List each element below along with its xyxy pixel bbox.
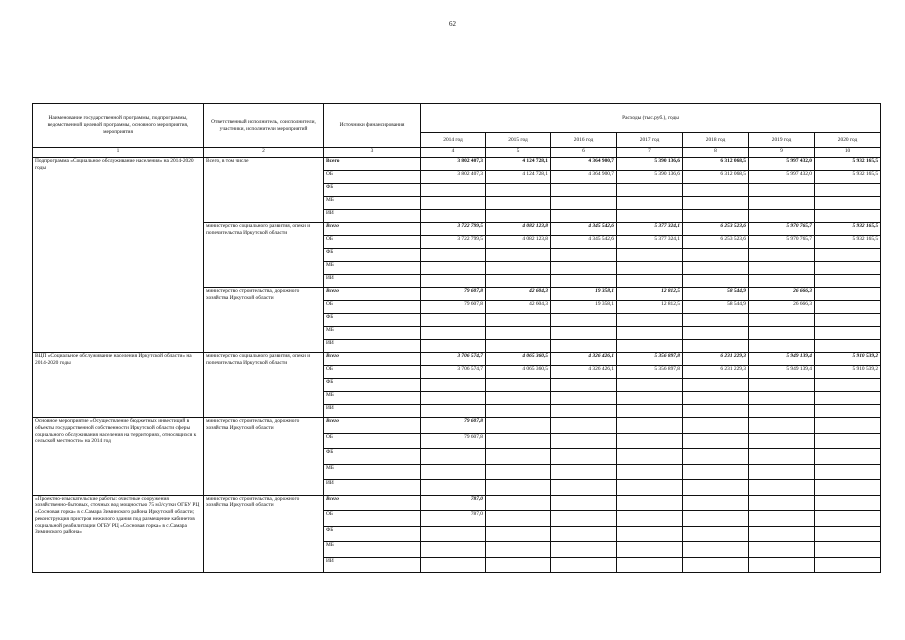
expense-value: 6 312 068,5 [683,171,749,184]
expense-value [683,495,749,511]
expense-value [815,511,881,527]
expense-value: 5 390 136,6 [617,171,683,184]
expense-value [617,340,683,353]
expense-value [815,184,881,197]
expense-value: 3 802 407,3 [421,158,486,171]
expense-value [617,542,683,558]
expense-value: 5 932 165,5 [815,171,881,184]
funding-source: МБ [324,542,421,558]
expense-value: 4 082 123,8 [486,236,551,249]
expense-value: 6 312 068,5 [683,158,749,171]
expense-value [815,433,881,449]
expense-value [815,392,881,405]
expense-value [683,327,749,340]
expense-value: 3 706 574,7 [421,353,486,366]
funding-source: МБ [324,262,421,275]
expense-value [617,511,683,527]
expense-value [551,557,617,573]
expense-value [815,340,881,353]
expense-value [421,340,486,353]
expense-value [551,405,617,418]
expense-value: 26 666,3 [749,288,815,301]
expense-value [815,288,881,301]
expense-value [617,418,683,434]
expense-value [486,275,551,288]
expense-value [683,340,749,353]
expense-value [683,557,749,573]
expense-value: 4 364 900,7 [551,158,617,171]
expense-value: 5 932 165,5 [815,223,881,236]
expense-value: 5 356 897,8 [617,353,683,366]
header-year: 2015 год [486,133,551,148]
expense-value [551,392,617,405]
funding-source: ФБ [324,249,421,262]
expense-value [486,249,551,262]
expense-value [421,542,486,558]
table-row [33,158,881,171]
expense-value: 5 377 324,1 [617,223,683,236]
expense-value: 79 607,8 [421,433,486,449]
expense-value [486,197,551,210]
expense-value [617,210,683,223]
expense-value [749,275,815,288]
expense-value [617,275,683,288]
expense-value [617,464,683,480]
expense-value [815,197,881,210]
column-number: 5 [486,148,551,158]
expense-value [421,197,486,210]
expenses-table [32,103,881,573]
expense-value: 42 604,3 [486,288,551,301]
expense-value [486,480,551,496]
expense-value: 79 607,8 [421,418,486,434]
expense-value: 6 253 523,6 [683,236,749,249]
expense-value [551,495,617,511]
expense-value [421,464,486,480]
expense-value: 5 970 765,7 [749,236,815,249]
expense-value [683,379,749,392]
expense-value [749,480,815,496]
expense-value [749,379,815,392]
expense-value [486,526,551,542]
funding-source: Всего [324,353,421,366]
expense-value [815,418,881,434]
expense-value [749,557,815,573]
expense-value [486,210,551,223]
executor-name: министерство строительства, дорожного хозяйства Иркутской области [204,288,324,353]
expense-value: 4 065 360,5 [486,366,551,379]
expense-value: 4 326 426,1 [551,366,617,379]
expense-value [683,542,749,558]
expense-value [683,197,749,210]
expense-value [551,511,617,527]
expense-value [749,449,815,465]
expense-value [683,249,749,262]
expense-value [551,340,617,353]
program-name: Подпрограмма «Социальное обслуживание населения» на 2014-2020 годы [33,158,204,353]
column-number: 1 [33,148,204,158]
expense-value: 5 949 139,4 [749,366,815,379]
funding-source: МБ [324,327,421,340]
expense-value [617,392,683,405]
expense-value: 6 253 523,6 [683,223,749,236]
expense-value [749,405,815,418]
funding-source: Всего [324,158,421,171]
expense-value: 19 358,1 [551,301,617,314]
expense-value [486,379,551,392]
expense-value: 5 997 432,0 [749,171,815,184]
expense-value [421,480,486,496]
funding-source: ОБ [324,301,421,314]
expense-value [617,526,683,542]
expense-value: 5 390 136,6 [617,158,683,171]
funding-source: ОБ [324,433,421,449]
funding-source: ИИ [324,405,421,418]
expense-value: 4 065 360,5 [486,353,551,366]
expense-value: 79 607,8 [421,288,486,301]
funding-source: ИИ [324,340,421,353]
funding-source: МБ [324,464,421,480]
header-year: 2020 год [815,133,881,148]
expense-value [617,184,683,197]
expense-value [486,340,551,353]
expense-value [421,379,486,392]
expense-value [551,197,617,210]
expense-value [815,449,881,465]
expense-value [551,464,617,480]
expense-value [815,495,881,511]
expense-value [486,449,551,465]
header-year: 2017 год [617,133,683,148]
expense-value [617,495,683,511]
expense-value: 42 604,3 [486,301,551,314]
header-source: Источники финансирования [324,104,421,148]
expense-value: 4 082 123,8 [486,223,551,236]
expense-value [617,314,683,327]
executor-name: министерство социального развития, опеки и попечительства Иркутской области [204,353,324,418]
expense-value [617,557,683,573]
expense-value [551,314,617,327]
expense-value [421,275,486,288]
column-number: 3 [324,148,421,158]
expense-value: 79 607,8 [421,301,486,314]
funding-source: ИИ [324,557,421,573]
expense-value [421,526,486,542]
program-name: Основное мероприятие «Осуществление бюджетных инвестиций в объекты государственной собственности Иркутской области сферы социального обслуживания населения на территориях, относящихся к сельской местности» на 2014 год [33,418,204,496]
page-number: 62 [449,20,456,28]
expense-value [617,480,683,496]
expense-value [421,249,486,262]
expense-value [749,210,815,223]
expense-value [421,327,486,340]
expense-value [749,262,815,275]
funding-source: ФБ [324,526,421,542]
expense-value: 12 812,5 [617,301,683,314]
expense-value [551,526,617,542]
expense-value [551,249,617,262]
expense-value [749,327,815,340]
expense-value: 4 124 728,1 [486,158,551,171]
expense-value: 3 722 799,5 [421,236,486,249]
column-number: 7 [617,148,683,158]
expense-value [617,405,683,418]
expense-value: 12 812,5 [617,288,683,301]
funding-source: Всего [324,223,421,236]
expense-value [683,184,749,197]
expense-value [486,405,551,418]
expense-value [617,197,683,210]
expense-value: 5 970 765,7 [749,223,815,236]
expense-value [683,262,749,275]
expense-value [486,392,551,405]
funding-source: МБ [324,197,421,210]
expense-value [551,379,617,392]
expense-value: 5 932 165,5 [815,236,881,249]
expense-value [551,433,617,449]
expense-value: 5 377 324,1 [617,236,683,249]
funding-source: ФБ [324,379,421,392]
expense-value: 4 345 542,6 [551,223,617,236]
funding-source: ИИ [324,275,421,288]
expense-value: 26 666,3 [749,301,815,314]
funding-source: ОБ [324,511,421,527]
expense-value: 58 544,9 [683,288,749,301]
expense-value [421,405,486,418]
expense-value [421,210,486,223]
expense-value: 4 124 728,1 [486,171,551,184]
expense-value [749,392,815,405]
expense-value: 5 356 897,8 [617,366,683,379]
expense-value [683,511,749,527]
expense-value [617,327,683,340]
funding-source: ОБ [324,366,421,379]
program-name: «Проектно-изыскательские работы: очистные сооружения хозяйственно-бытовых, сточных вод мощностью 75 м3/сутки ОГБУ РЦ «Сосновая горка» в с.Самара Зиминского района Иркутской области; реконструкция пристроя нежилого здания под размещение кабинетов социальной реабилитации ОГБУ РЦ «Сосновая горка» в с.Самара Зиминского района» [33,495,204,573]
expense-value: 787,0 [421,495,486,511]
expense-value [815,542,881,558]
expense-value [749,249,815,262]
expense-value [421,449,486,465]
expense-value [683,275,749,288]
header-name: Наименование государственной программы, подпрограммы, ведомственной целевой программы, основного мероприятия, мероприятия [33,104,204,148]
column-number: 2 [204,148,324,158]
expense-value [683,480,749,496]
expense-value [749,542,815,558]
table-row [33,495,881,511]
executor-name: министерство строительства, дорожного хозяйства Иркутской области [204,418,324,496]
column-number: 9 [749,148,815,158]
expense-value [421,262,486,275]
expense-value [683,418,749,434]
expense-value [551,262,617,275]
funding-source: ФБ [324,314,421,327]
expense-value [815,526,881,542]
expense-value [815,405,881,418]
expense-value [617,449,683,465]
expense-value [815,249,881,262]
expense-value [551,449,617,465]
expense-value [815,275,881,288]
expense-value [749,495,815,511]
expense-value [815,379,881,392]
header-year: 2018 год [683,133,749,148]
expense-value: 6 231 229,3 [683,366,749,379]
funding-source: ОБ [324,236,421,249]
expense-value [486,464,551,480]
funding-source: ОБ [324,171,421,184]
expense-value: 5 910 539,2 [815,366,881,379]
column-number: 10 [815,148,881,158]
expense-value [551,480,617,496]
expense-value [815,480,881,496]
column-number: 4 [421,148,486,158]
expense-value [683,392,749,405]
funding-source: ИИ [324,480,421,496]
expense-value [617,433,683,449]
funding-source: ИИ [324,210,421,223]
expense-value [683,526,749,542]
expense-value [486,262,551,275]
header-year: 2014 год [421,133,486,148]
expense-value [815,464,881,480]
funding-source: Всего [324,418,421,434]
expense-value: 19 358,1 [551,288,617,301]
expense-value [551,275,617,288]
expense-value [486,433,551,449]
expense-value [421,392,486,405]
expense-value [486,314,551,327]
expense-value: 5 997 432,0 [749,158,815,171]
expense-value [486,418,551,434]
expense-value [486,495,551,511]
header-expenses: Расходы (тыс.руб.), годы [421,104,881,133]
expense-value [815,557,881,573]
expense-value [815,210,881,223]
funding-source: Всего [324,495,421,511]
funding-source: ФБ [324,184,421,197]
expense-value [749,526,815,542]
expense-value [421,557,486,573]
expense-value [486,557,551,573]
header-year: 2019 год [749,133,815,148]
expense-value [815,262,881,275]
expense-value: 4 326 426,1 [551,353,617,366]
expense-value [815,301,881,314]
expense-value [683,433,749,449]
expense-value: 6 231 229,3 [683,353,749,366]
expense-value [815,314,881,327]
expense-value [486,184,551,197]
expense-value: 3 722 799,5 [421,223,486,236]
expense-value [749,340,815,353]
expense-value [421,314,486,327]
expense-value [551,542,617,558]
expense-value [617,262,683,275]
expense-value: 3 802 407,3 [421,171,486,184]
header-executor: Ответственный исполнитель, соисполнители, участники, исполнители мероприятий [204,104,324,148]
expense-value [749,184,815,197]
expense-value [749,433,815,449]
expense-value [749,464,815,480]
expense-value [683,449,749,465]
expense-value [749,418,815,434]
expense-value [749,511,815,527]
expense-value [421,184,486,197]
expense-value [815,327,881,340]
expense-value [749,197,815,210]
expense-value [749,314,815,327]
funding-source: ФБ [324,449,421,465]
expense-value [617,379,683,392]
expense-value [486,327,551,340]
expense-value [486,542,551,558]
expense-value [617,249,683,262]
expense-value [551,210,617,223]
table-row [33,353,881,366]
expense-value: 58 544,9 [683,301,749,314]
expense-value: 5 910 539,2 [815,353,881,366]
column-number: 8 [683,148,749,158]
expense-value [551,184,617,197]
header-year: 2016 год [551,133,617,148]
expense-value: 5 932 165,5 [815,158,881,171]
expense-value: 5 949 139,4 [749,353,815,366]
program-name: ВЦП «Социальное обслуживание населения Иркутской области» на 2014-2020 годы [33,353,204,418]
column-number: 6 [551,148,617,158]
executor-name: министерство социального развития, опеки и попечительства Иркутской области [204,223,324,288]
executor-name: министерство строительства, дорожного хозяйства Иркутской области [204,495,324,573]
expense-value [683,405,749,418]
executor-name: Всего, в том числе [204,158,324,223]
expense-value: 4 364 900,7 [551,171,617,184]
funding-source: Всего [324,288,421,301]
expense-value [683,210,749,223]
expense-value [486,511,551,527]
expense-value [551,418,617,434]
table-row [33,418,881,434]
expense-value [551,327,617,340]
expense-value: 4 345 542,6 [551,236,617,249]
expense-value [683,314,749,327]
funding-source: МБ [324,392,421,405]
expense-value: 3 706 574,7 [421,366,486,379]
expense-value: 787,0 [421,511,486,527]
expense-value [683,464,749,480]
